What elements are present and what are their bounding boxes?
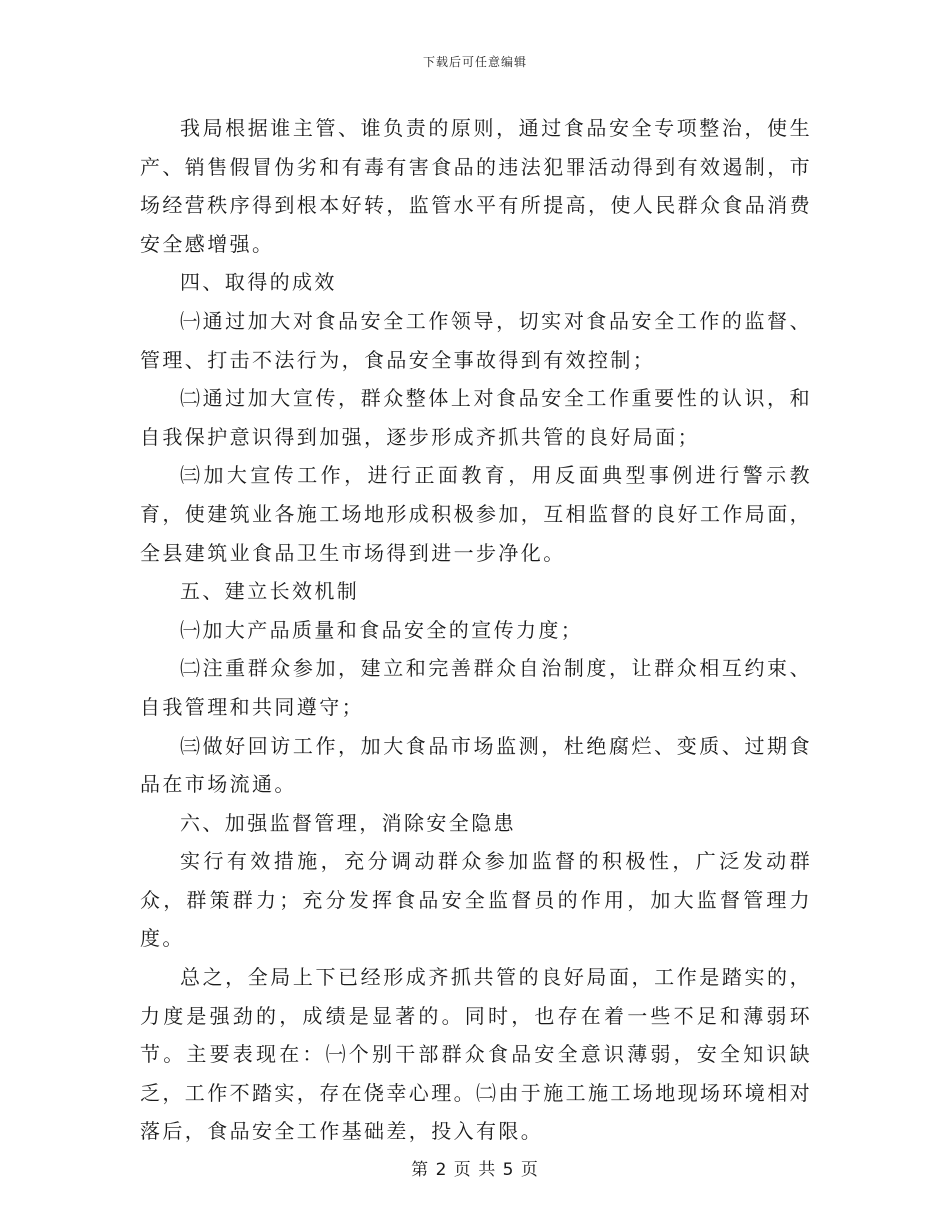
page-number-footer: 第 2 页 共 5 页 bbox=[411, 1160, 539, 1180]
paragraph-4-2: ㈡通过加大宣传，群众整体上对食品安全工作重要性的认识，和自我保护意识得到加强，逐步形成齐抓共管的良好局面； bbox=[140, 386, 812, 449]
paragraph-5-1: ㈠加大产品质量和食品安全的宣传力度； bbox=[180, 617, 584, 642]
paragraph-intro: 我局根据谁主管、谁负责的原则，通过食品安全专项整治，使生产、销售假冒伪劣和有毒有害食品的违法犯罪活动得到有效遏制，市场经营秩序得到根本好转，监管水平有所提高，使人民群众食品消费安全感增强。 bbox=[140, 116, 812, 256]
paragraph-summary: 总之，全局上下已经形成齐抓共管的良好局面，工作是踏实的，力度是强劲的，成绩是显著的。同时，也存在着一些不足和薄弱环节。主要表现在：㈠个别干部群众食品安全意识薄弱，安全知识缺乏，工作不踏实，存在侥幸心理。㈡由于施工施工场地现场环境相对落后，食品安全工作基础差，投入有限。 bbox=[140, 965, 812, 1144]
paragraph-5-2: ㈡注重群众参加，建立和完善群众自治制度，让群众相互约束、自我管理和共同遵守； bbox=[140, 656, 812, 719]
paragraph-6-1: 实行有效措施，充分调动群众参加监督的积极性，广泛发动群众，群策群力；充分发挥食品安全监督员的作用，加大监督管理力度。 bbox=[140, 849, 812, 951]
section-heading-6: 六、加强监督管理，消除安全隐患 bbox=[180, 810, 516, 835]
document-body bbox=[140, 109, 812, 1151]
section-heading-4: 四、取得的成效 bbox=[180, 270, 337, 295]
page-header: 下载后可任意编辑 bbox=[422, 55, 527, 69]
paragraph-4-1: ㈠通过加大对食品安全工作领导，切实对食品安全工作的监督、管理、打击不法行为，食品安全事故得到有效控制； bbox=[140, 308, 812, 372]
paragraph-5-3: ㈢做好回访工作，加大食品市场监测，杜绝腐烂、变质、过期食品在市场流通。 bbox=[140, 733, 812, 797]
section-heading-5: 五、建立长效机制 bbox=[180, 579, 360, 604]
paragraph-4-3: ㈢加大宣传工作，进行正面教育，用反面典型事例进行警示教育，使建筑业各施工场地形成积极参加，互相监督的良好工作局面，全县建筑业食品卫生市场得到进一步净化。 bbox=[140, 463, 812, 565]
